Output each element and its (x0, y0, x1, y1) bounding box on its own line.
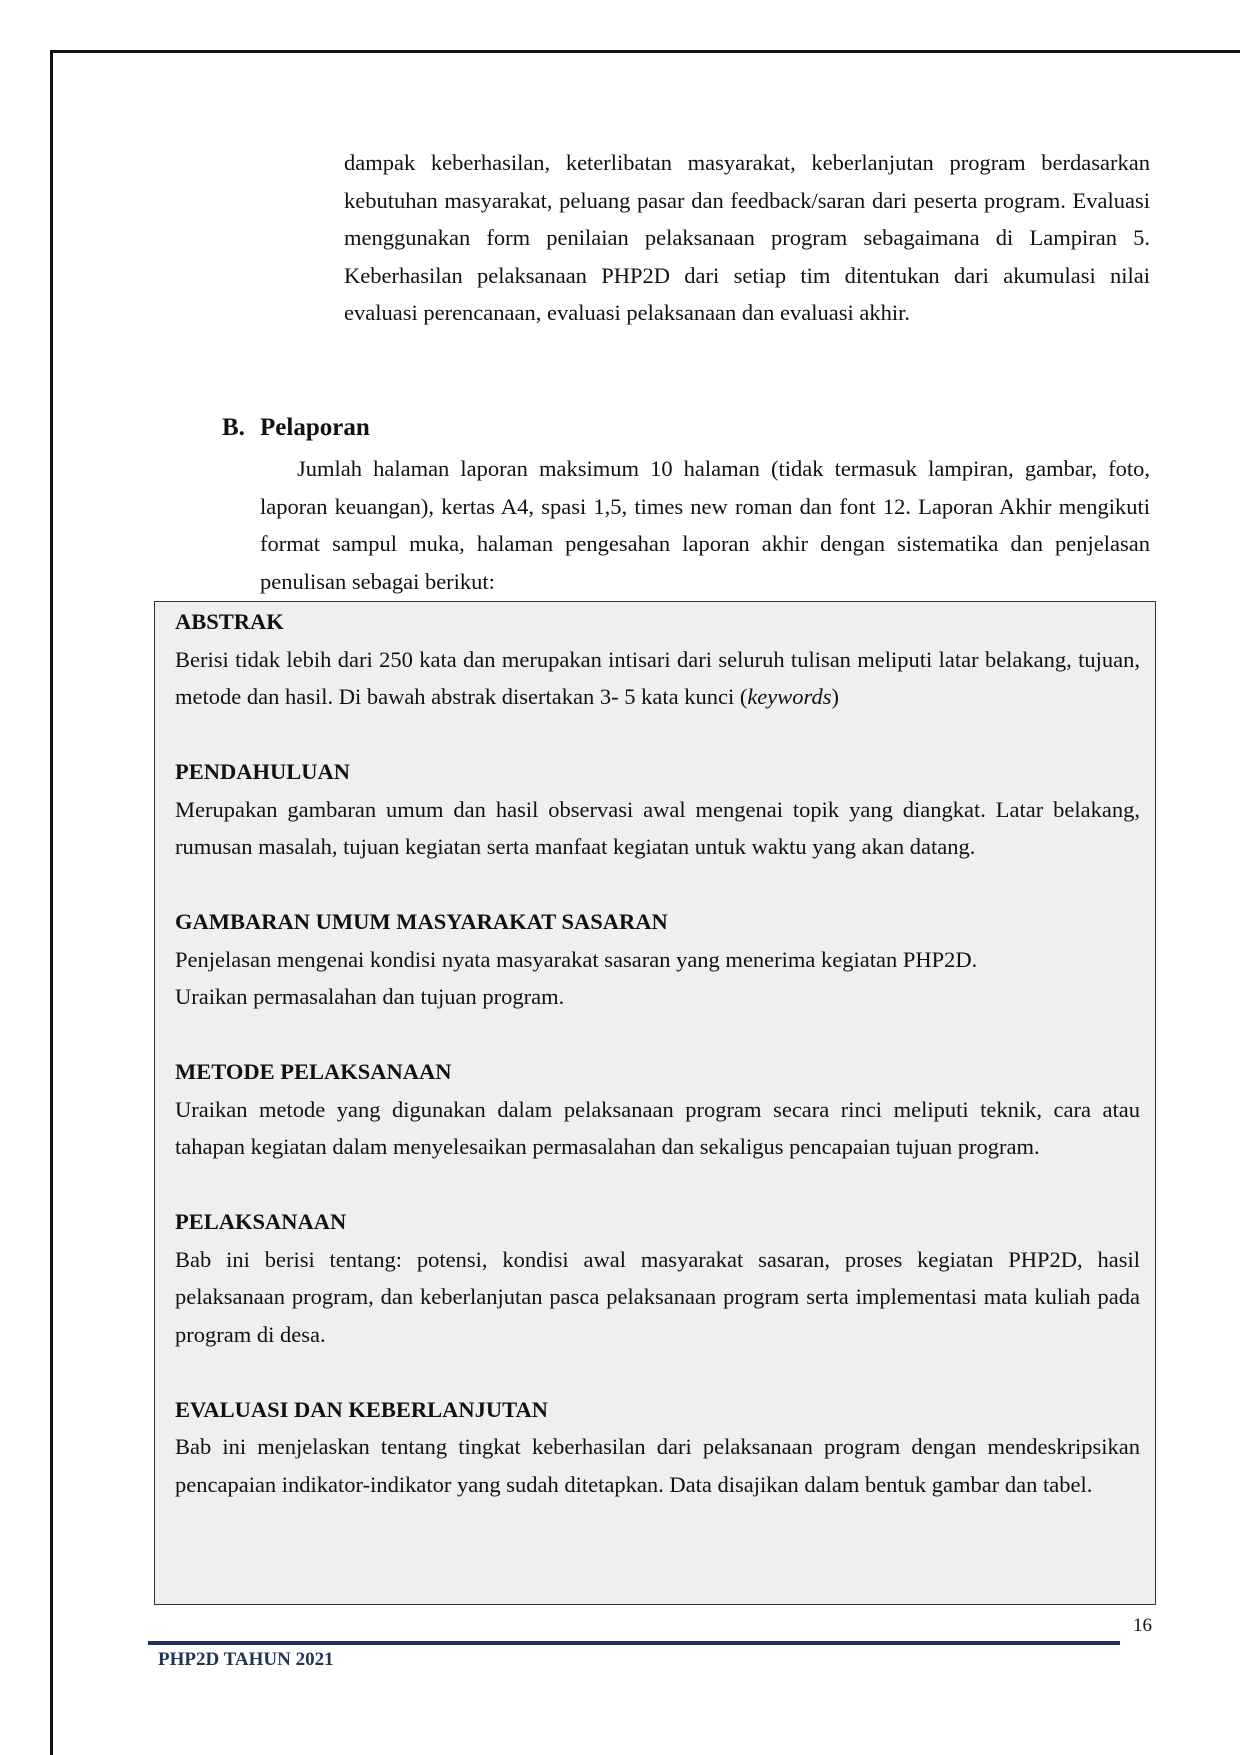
page-number: 16 (1133, 1615, 1152, 1636)
evaluasi-title: EVALUASI DAN KEBERLANJUTAN (175, 1396, 548, 1422)
pelaksanaan-text: Bab ini berisi tentang: potensi, kondisi awal masyarakat sasaran, proses kegiatan PHP2D, hasil pelaksanaan program, dan keberlanjutan pasca pelaksanaan program serta implementasi mata kuliah pada program di desa. (175, 1246, 1140, 1347)
page-border-left (50, 50, 53, 1755)
section-b-body: Jumlah halaman laporan maksimum 10 halaman (tidak termasuk lampiran, gambar, foto, laporan keuangan), kertas A4, spasi 1,5, times new roman dan font 12. Laporan Akhir mengikuti format sampul muka, halaman pengesahan laporan akhir dengan sistematika dan penjelasan penulisan sebagai berikut: (260, 456, 1150, 594)
pendahuluan-text: Merupakan gambaran umum dan hasil observasi awal mengenai topik yang diangkat. Latar belakang, rumusan masalah, tujuan kegiatan serta manfaat kegiatan untuk waktu yang akan datang. (175, 796, 1140, 859)
gambaran-line-1: Penjelasan mengenai kondisi nyata masyarakat sasaran yang menerima kegiatan PHP2D. (175, 946, 978, 972)
abstrak-text (175, 641, 1140, 716)
metode-title: METODE PELAKSANAAN (175, 1059, 452, 1084)
pendahuluan-title: PENDAHULUAN (175, 759, 351, 784)
abstrak-keyword: keywords (747, 684, 832, 709)
intro-paragraph: dampak keberhasilan, keterlibatan masyarakat, keberlanjutan program berdasarkan kebutuhan masyarakat, peluang pasar dan feedback/saran dari peserta program. Evaluasi menggunakan form penilaian pelaksanaan program sebagaimana di Lampiran 5. Keberhasilan pelaksanaan PHP2D dari setiap tim ditentukan dari akumulasi nilai evaluasi perencanaan, evaluasi pelaksanaan dan evaluasi akhir. (344, 150, 1150, 325)
metode-text: Uraikan metode yang digunakan dalam pelaksanaan program secara rinci meliputi teknik, cara atau tahapan kegiatan dalam menyelesaikan permasalahan dan sekaligus pencapaian tujuan program. (175, 1096, 1140, 1159)
abstrak-text-before: Berisi tidak lebih dari 250 kata dan merupakan intisari dari seluruh tulisan meliputi latar belakang, tujuan, metode dan hasil. Di bawah abstrak disertakan 3- 5 kata kunci ( (175, 646, 1140, 709)
footer-label: PHP2D TAHUN 2021 (158, 1649, 334, 1670)
section-b-heading (222, 408, 370, 448)
page-border-top (50, 50, 1240, 53)
abstrak-title: ABSTRAK (175, 609, 284, 634)
evaluasi-text: Bab ini menjelaskan tentang tingkat keberhasilan dari pelaksanaan program dengan mendeskripsikan pencapaian indikator-indikator yang sudah ditetapkan. Data disajikan dalam bentuk gambar dan tabel. (175, 1434, 1140, 1497)
footer-rule (148, 1641, 1120, 1645)
section-b-title: Pelaporan (260, 414, 370, 441)
report-outline-box (154, 601, 1156, 1605)
abstrak-text-after: ) (831, 684, 839, 709)
gambaran-title: GAMBARAN UMUM MASYARAKAT SASARAN (175, 909, 668, 934)
gambaran-line-2: Uraikan permasalahan dan tujuan program. (175, 984, 565, 1009)
section-b-number: B. (222, 414, 245, 441)
pelaksanaan-title: PELAKSANAAN (175, 1209, 347, 1234)
